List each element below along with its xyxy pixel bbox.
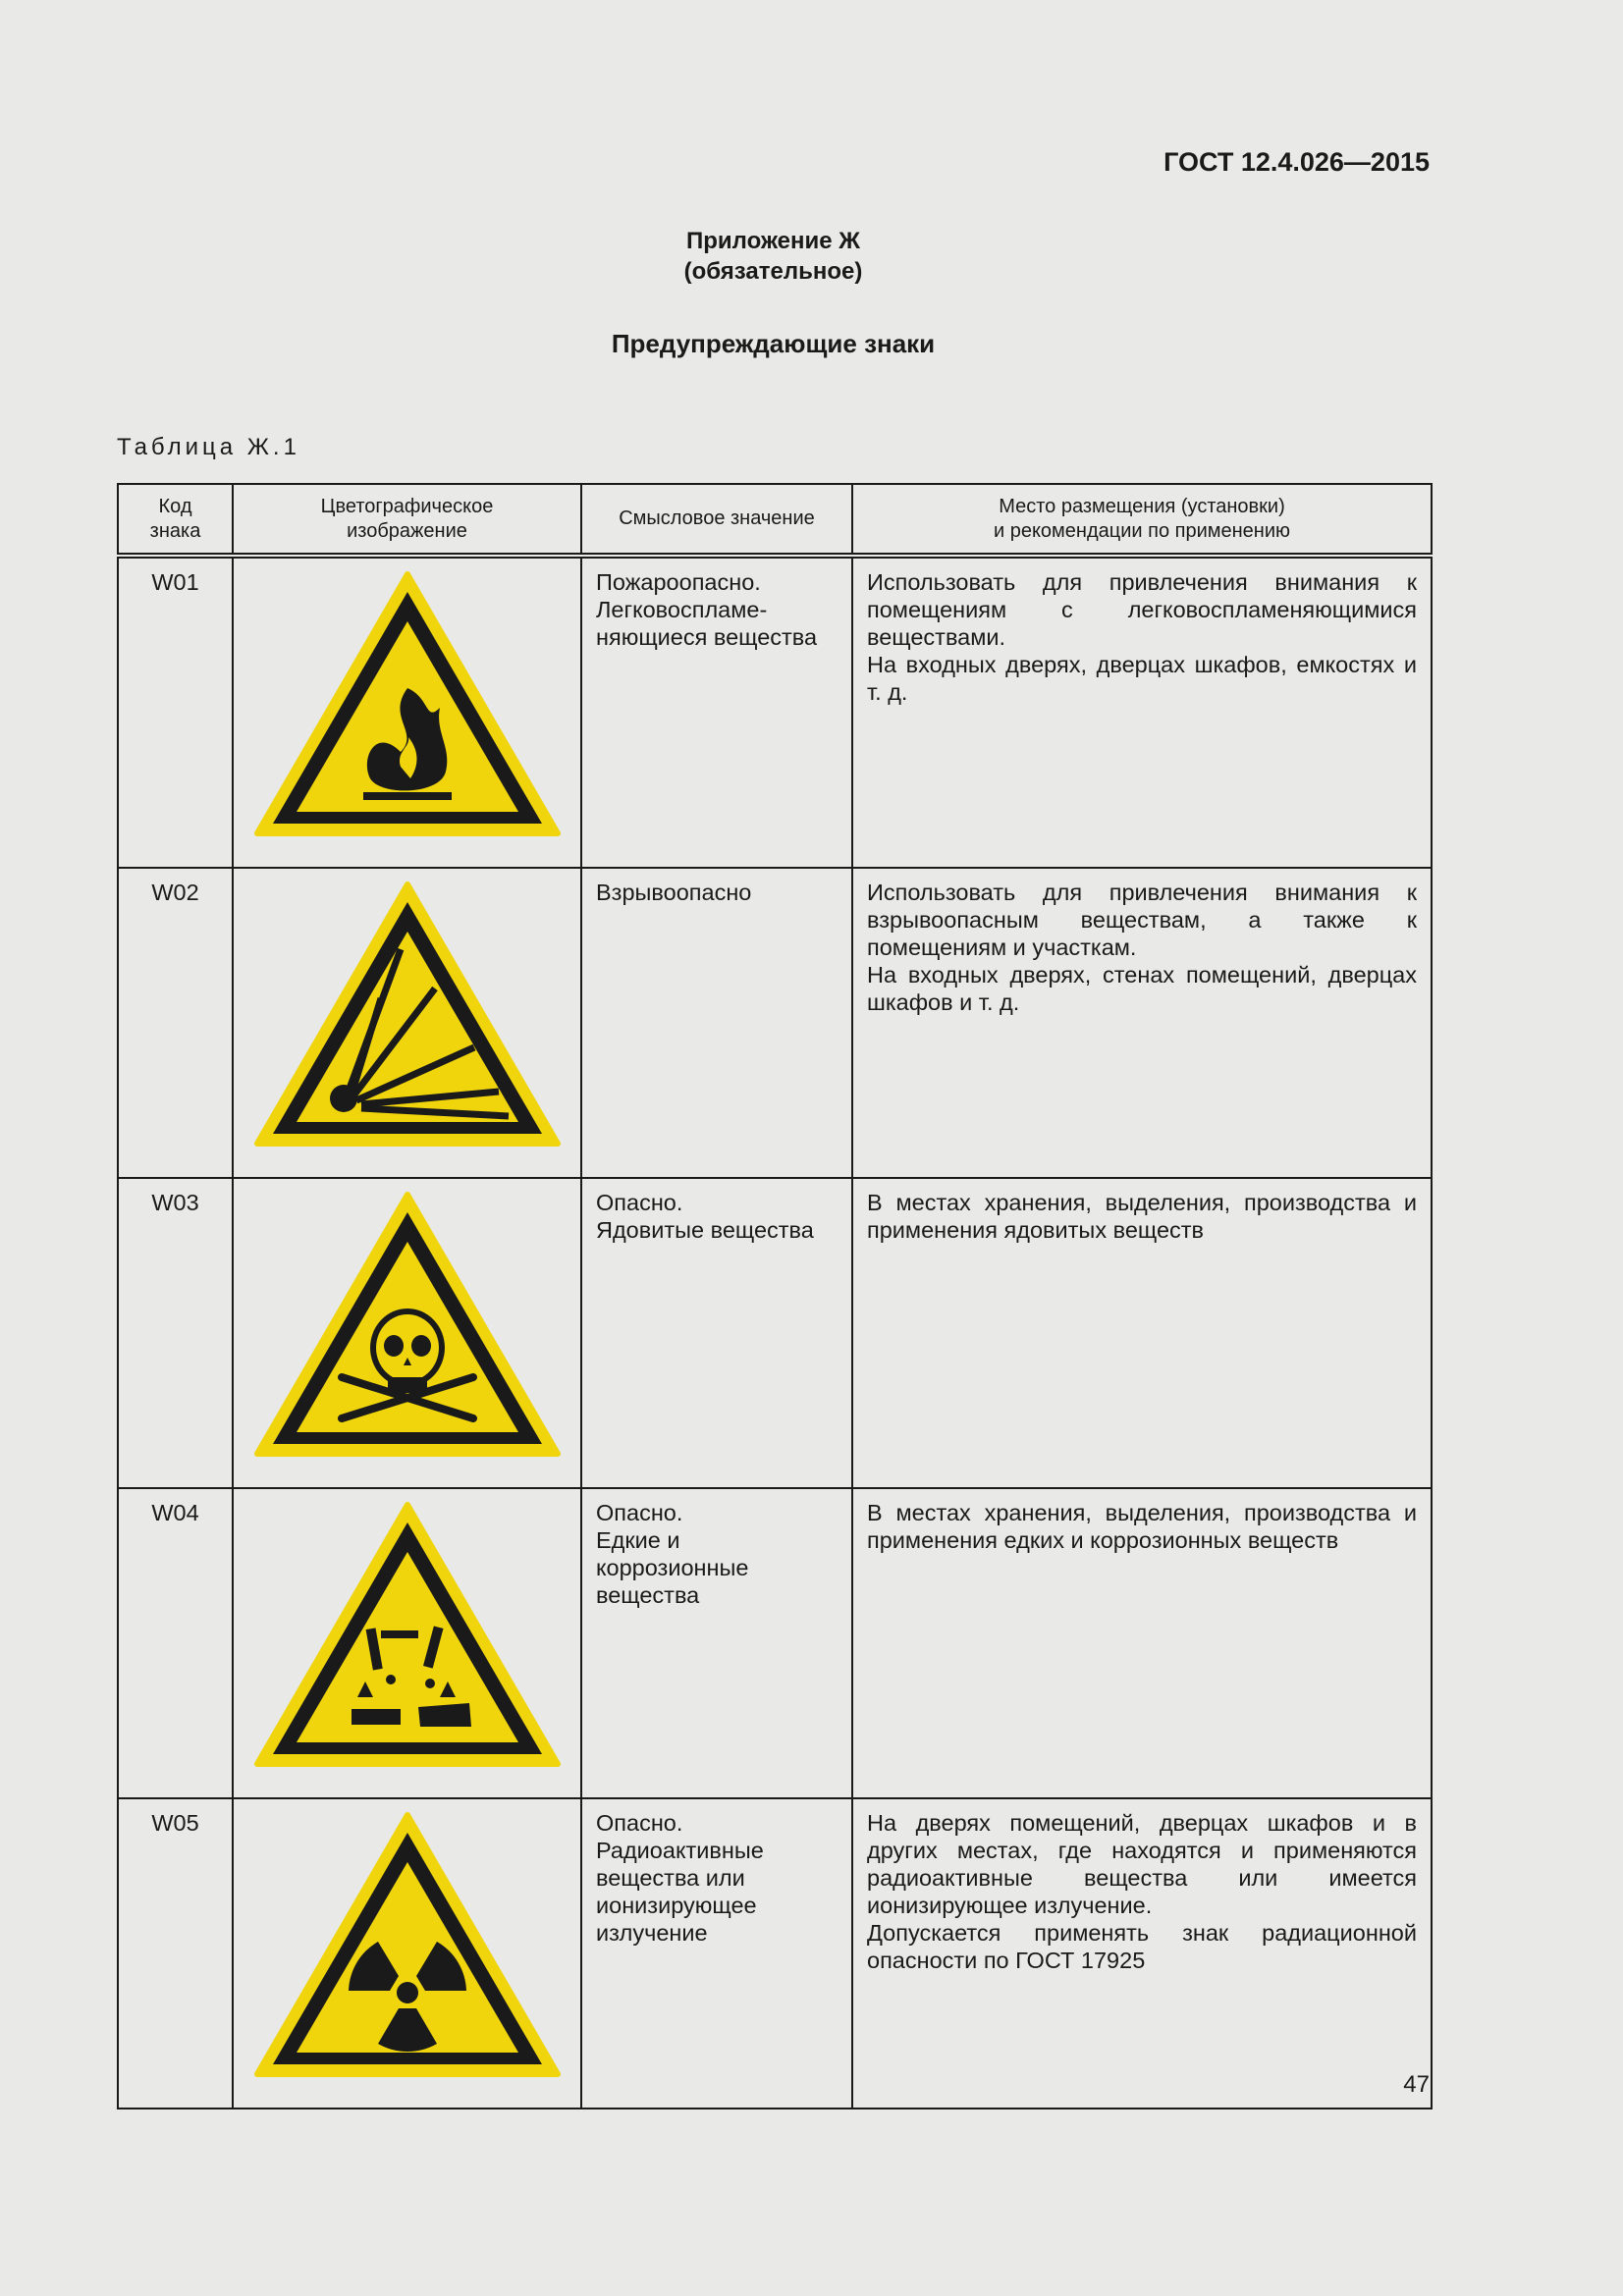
radiation-icon xyxy=(253,2057,562,2083)
meaning-line: Ядовитые вещества xyxy=(596,1217,814,1243)
column-header-text: изображение xyxy=(347,519,467,542)
sign-placement xyxy=(852,868,1432,1178)
corrosive-icon xyxy=(253,1747,562,1773)
table-row xyxy=(118,1488,1432,1798)
column-header-text: знака xyxy=(149,519,201,542)
appendix-heading xyxy=(0,226,1546,287)
sign-image-cell xyxy=(233,556,581,868)
meaning-line: Пожароопасно. xyxy=(596,569,761,595)
sign-placement xyxy=(852,1178,1432,1488)
column-header-text: и рекомендации по применению xyxy=(993,519,1291,542)
table-row xyxy=(118,556,1432,868)
appendix-status: (обязательное) xyxy=(683,258,863,285)
placement-paragraph: На входных дверях, дверцах шкафов, емкостях и т. д. xyxy=(867,652,1417,705)
sign-meaning xyxy=(581,1488,852,1798)
sign-placement xyxy=(852,556,1432,868)
meaning-line: Едкие и коррозионные вещества xyxy=(596,1527,749,1608)
placement-paragraph: Допускается применять знак радиационной опасности по ГОСТ 17925 xyxy=(867,1920,1417,1973)
column-header-text: Смысловое значение xyxy=(619,507,815,529)
meaning-line: няющиеся вещества xyxy=(596,624,818,650)
section-title: Предупреждающие знаки xyxy=(611,329,936,358)
page-number: 47 xyxy=(1403,2071,1430,2098)
placement-paragraph: Использовать для привлечения внимания к взрывоопасным веществам, а также к помещениям и участкам. xyxy=(867,880,1417,960)
placement-paragraph: В местах хранения, выделения, производства и применения едких и коррозионных веществ xyxy=(867,1500,1417,1553)
placement-paragraph: Использовать для привлечения внимания к помещениям с легковоспламеняющимися веществами. xyxy=(867,569,1417,650)
table-caption: Таблица Ж.1 xyxy=(117,434,300,460)
sign-code: W03 xyxy=(118,1178,233,1488)
warning-signs-table xyxy=(117,483,1433,2109)
document-code: ГОСТ 12.4.026—2015 xyxy=(1163,147,1430,177)
sign-image-cell xyxy=(233,1798,581,2109)
sign-code: W02 xyxy=(118,868,233,1178)
sign-code: W04 xyxy=(118,1488,233,1798)
toxic-skull-icon xyxy=(253,1437,562,1463)
placement-paragraph: На дверях помещений, дверцах шкафов и в других местах, где находятся и применяются радиоактивные вещества или имеется ионизирующее излучение. xyxy=(867,1810,1417,1918)
sign-image-cell xyxy=(233,1488,581,1798)
column-header-4 xyxy=(852,484,1432,556)
sign-image-cell xyxy=(233,1178,581,1488)
column-header-2 xyxy=(233,484,581,556)
sign-placement xyxy=(852,1798,1432,2109)
table-row xyxy=(118,1178,1432,1488)
meaning-line: Опасно. xyxy=(596,1190,683,1215)
sign-code: W01 xyxy=(118,556,233,868)
meaning-line: Опасно. xyxy=(596,1810,683,1836)
sign-meaning xyxy=(581,1178,852,1488)
meaning-line: Радиоактивные вещества или ионизирующее излучение xyxy=(596,1838,764,1946)
column-header-text: Цветографическое xyxy=(320,495,494,517)
placement-paragraph: В местах хранения, выделения, производства и применения ядовитых веществ xyxy=(867,1190,1417,1243)
placement-paragraph: На входных дверях, стенах помещений, дверцах шкафов и т. д. xyxy=(867,962,1417,1015)
sign-meaning xyxy=(581,1798,852,2109)
table-row xyxy=(118,868,1432,1178)
sign-code: W05 xyxy=(118,1798,233,2109)
explosive-icon xyxy=(253,1127,562,1152)
sign-meaning xyxy=(581,556,852,868)
meaning-line: Легковоспламе- xyxy=(596,597,768,622)
appendix-title: Приложение Ж xyxy=(686,228,860,254)
table-header-row xyxy=(118,484,1432,556)
column-header-3 xyxy=(581,484,852,556)
sign-meaning xyxy=(581,868,852,1178)
sign-placement xyxy=(852,1488,1432,1798)
column-header-text: Место размещения (установки) xyxy=(999,495,1285,517)
meaning-line: Опасно. xyxy=(596,1500,683,1525)
meaning-line: Взрывоопасно xyxy=(596,880,752,905)
column-header-text: Код xyxy=(158,495,192,517)
sign-image-cell xyxy=(233,868,581,1178)
table-row xyxy=(118,1798,1432,2109)
column-header-1 xyxy=(118,484,233,556)
flammable-icon xyxy=(253,817,562,842)
